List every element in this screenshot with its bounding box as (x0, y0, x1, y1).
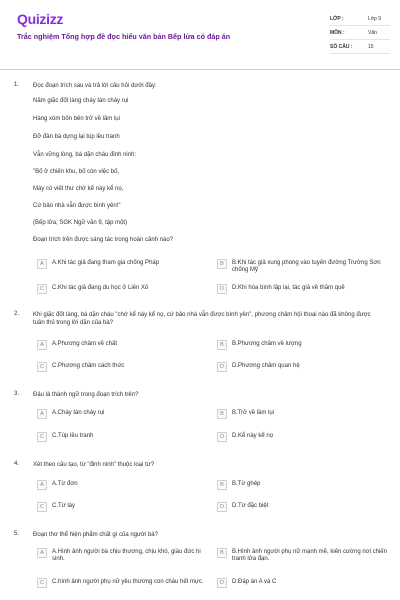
question-prompt: Xét theo cấu tạo, từ "đinh ninh" thuộc loại từ? (33, 462, 155, 468)
option-a[interactable] (37, 409, 207, 421)
option-letter-box: B (217, 259, 227, 269)
option-letter-box: A (37, 480, 47, 490)
option-letter-box: C (37, 502, 47, 512)
option-text: A.Khi tác giả đang tham gia chống Pháp (52, 260, 160, 266)
quizizz-logo: Quizizz (17, 11, 64, 27)
option-c[interactable] (37, 362, 207, 374)
option-text: C.hình ảnh người phụ nữ yêu thương con cháu hết mực. (52, 579, 204, 585)
worksheet-meta (330, 12, 390, 54)
meta-value: 15 (368, 43, 374, 50)
option-text: D.Kể này kể nọ (232, 433, 274, 439)
option-text: D.Khi hòa bình lập lại, tác giả về thăm quê (232, 285, 345, 291)
passage-line: Năm giặc đốt làng cháy tàn cháy rụi (33, 98, 129, 104)
meta-value: Văn (368, 29, 377, 36)
option-b[interactable] (217, 409, 387, 421)
option-letter-box: C (37, 284, 47, 294)
option-text: D.Đáp án A và C (232, 579, 277, 585)
option-a[interactable] (37, 480, 207, 492)
option-d[interactable] (217, 284, 387, 296)
question-number: 2. (14, 311, 20, 317)
option-text: C.Khi tác giả đang du học ở Liên Xô (52, 285, 149, 291)
question-prompt: Đâu là thành ngữ trong đoạn trích trên? (33, 392, 139, 398)
option-text: D.Từ đặc biệt (232, 503, 269, 509)
option-letter-box: B (217, 548, 227, 558)
option-b[interactable] (217, 548, 387, 566)
meta-value: Lớp 9 (368, 15, 382, 22)
option-a[interactable] (37, 340, 207, 352)
option-a[interactable] (37, 548, 207, 566)
question-prompt: Đoạn thơ thể hiện phẩm chất gì của người bà? (33, 532, 158, 538)
passage-line: "Bố ở chiến khu, bố còn việc bố, (33, 169, 120, 175)
meta-row-grade (330, 12, 390, 26)
option-a[interactable] (37, 259, 207, 271)
option-text: C.Túp lều tranh (52, 433, 94, 439)
option-letter-box: D (217, 502, 227, 512)
option-text: C.Phương châm cách thức (52, 363, 125, 369)
option-text: D.Phương châm quan hệ (232, 363, 300, 369)
option-text: A.Cháy tàn cháy rụi (52, 410, 105, 416)
option-text: B.Hình ảnh người phụ nữ mạnh mẽ, kiên cường nơi chiến tranh lửa đạn. (232, 549, 387, 562)
option-letter-box: D (217, 578, 227, 588)
option-text: A.Hình ảnh người bà chịu thương, chịu khó, giàu đức hi sinh. (52, 549, 201, 562)
option-text: A.Phương châm về chất (52, 341, 117, 347)
option-text: B.Từ ghép (232, 481, 261, 487)
option-c[interactable] (37, 578, 207, 596)
option-text: B.Trở về lầm lụi (232, 410, 275, 416)
option-c[interactable] (37, 502, 207, 514)
option-c[interactable] (37, 432, 207, 444)
option-letter-box: D (217, 362, 227, 372)
option-letter-box: C (37, 362, 47, 372)
option-text: B.Phương châm về lượng (232, 341, 302, 347)
passage-source: (Bếp lửa, SGK Ngữ văn 9, tập một) (33, 220, 128, 226)
option-letter-box: C (37, 578, 47, 588)
question-prompt: Đọc đoạn trích sau và trả lời câu hỏi dưới đây: (33, 83, 157, 89)
meta-key: MÔN : (330, 29, 345, 36)
meta-row-subject (330, 26, 390, 40)
question-number: 5. (14, 531, 20, 537)
option-letter-box: D (217, 432, 227, 442)
option-text: C.Từ láy (52, 503, 76, 509)
question-number: 1. (14, 82, 20, 88)
option-b[interactable] (217, 259, 387, 271)
option-letter-box: A (37, 340, 47, 350)
passage-line: Đỡ đần bà dựng lại túp lều tranh (33, 134, 120, 140)
meta-key: LỚP : (330, 15, 344, 22)
option-text: A.Từ đơn (52, 481, 78, 487)
worksheet-title: Trắc nghiệm Tổng hợp đề đọc hiểu văn bản Bếp lửa có đáp án (17, 32, 231, 41)
passage-line: Vẫn vững lòng, bà dặn cháu đinh ninh: (33, 152, 137, 158)
option-letter-box: B (217, 340, 227, 350)
option-letter-box: B (217, 480, 227, 490)
option-c[interactable] (37, 284, 207, 296)
option-letter-box: B (217, 409, 227, 419)
option-letter-box: A (37, 548, 47, 558)
question-number: 3. (14, 391, 20, 397)
option-b[interactable] (217, 480, 387, 492)
worksheet-header (0, 0, 400, 70)
question-prompt: Khi giặc đốt làng, bà dặn cháu "chớ kể này kể nọ, cứ bảo nhà vẫn được bình yên", phương châm hội thoại nào đã không được tuân thủ trong lời dặn của bà? (33, 312, 371, 326)
option-d[interactable] (217, 502, 387, 514)
passage-line: Hàng xóm bốn bên trở về lầm lụi (33, 116, 120, 122)
option-d[interactable] (217, 432, 387, 444)
question-subprompt: Đoạn trích trên được sáng tác trong hoàn cảnh nào? (33, 237, 174, 243)
question-number: 4. (14, 461, 20, 467)
passage-line: Cứ bảo nhà vẫn được bình yên!" (33, 203, 121, 209)
meta-row-count (330, 40, 390, 54)
option-text: B.Khi tác giả xung phong vào tuyến đường Trường Sơn chống Mỹ (232, 260, 381, 273)
passage-line: Mày có viết thư chớ kể này kể nọ, (33, 186, 124, 192)
option-letter-box: A (37, 409, 47, 419)
meta-key: SỐ CÂU : (330, 43, 353, 50)
option-d[interactable] (217, 362, 387, 374)
option-letter-box: D (217, 284, 227, 294)
option-letter-box: C (37, 432, 47, 442)
option-b[interactable] (217, 340, 387, 352)
option-d[interactable] (217, 578, 387, 596)
option-letter-box: A (37, 259, 47, 269)
